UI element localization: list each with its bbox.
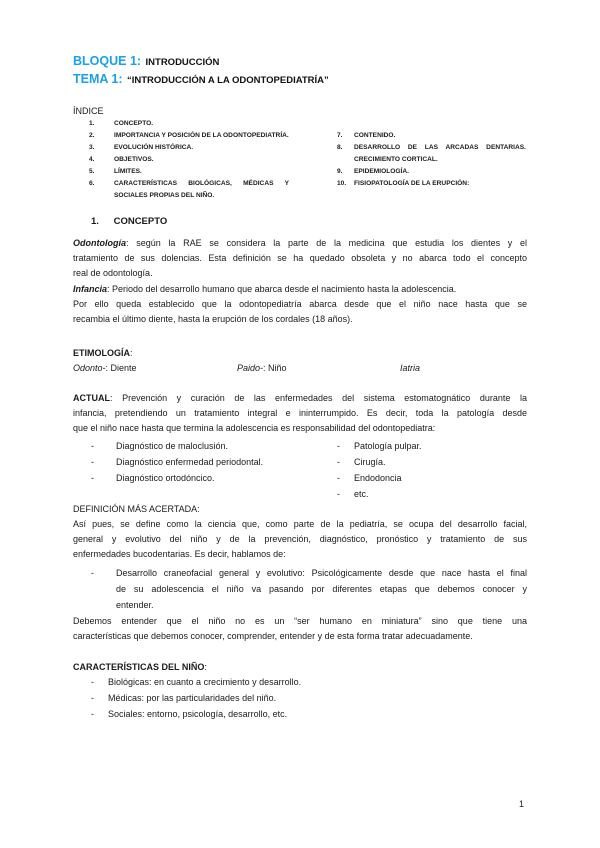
index-item: 5. LÍMITES. [89,168,142,175]
definicion-bullet: - Desarrollo craneofacial general y evolutivo: Psicológicamente desde que nace hasta el final de su adolescencia el niño va pasando por diferentes etapas que debemos conocer y entender. [91,568,527,610]
actual-list-right [337,439,527,503]
odontologia-term: Odontología [73,238,126,248]
actual-label: ACTUAL [73,393,110,403]
caracteristicas-title: CARACTERÍSTICAS DEL NIÑO [73,662,205,672]
odontologia-paragraph: Odontología: según la RAE se considera la parte de la medicina que estudia los dientes y el tratamiento de sus dolencias. Esta definición se ha quedado obsoleta y no abarca todo el concepto real de odontología. [73,238,527,278]
list-item: - Cirugía. [337,457,386,467]
concepto-heading-num: 1. [91,216,99,227]
index-title: ÍNDICE [73,106,104,116]
index-item: 9. EPIDEMIOLOGÍA. [337,168,409,175]
definicion-title: DEFINICIÓN MÁS ACERTADA: [73,504,200,514]
tema-label: TEMA 1: [73,72,123,86]
index-item: 2. IMPORTANCIA Y POSICIÓN DE LA ODONTOPEDIATRÍA. [89,132,289,139]
index-item: 6. CARACTERÍSTICAS BIOLÓGICAS, MÉDICAS Y SOCIALES PROPIAS DEL NIÑO. [89,180,289,199]
index-left-column [89,118,289,208]
list-item: - etc. [337,489,369,499]
index-item: 8. DESARROLLO DE LAS ARCADAS DENTARIAS. CRECIMIENTO CORTICAL. [337,144,526,163]
list-item: - Patología pulpar. [337,441,422,451]
list-item: - Diagnóstico de maloclusión. [91,441,229,451]
index-item: 7. CONTENIDO. [337,132,396,139]
etimologia-item: Odonto-: Diente [73,363,137,373]
tema-title: “INTRODUCCIÓN A LA ODONTOPEDIATRÍA” [127,75,329,86]
list-item: - Sociales: entorno, psicología, desarrollo, etc. [91,709,288,719]
bloque-title: INTRODUCCIÓN [145,57,220,68]
list-item: - Biológicas: en cuanto a crecimiento y desarrollo. [91,677,302,687]
index-item: 1. CONCEPTO. [89,120,154,127]
bloque-label: BLOQUE 1: [73,54,142,68]
tema-heading [73,70,329,88]
list-item: - Endodoncia [337,473,402,483]
concepto-heading [91,216,167,227]
infancia-paragraph: Infancia: Periodo del desarrollo humano que abarca desde el nacimiento hasta la adolescencia. [73,284,457,294]
index-item: 3. EVOLUCIÓN HISTÓRICA. [89,144,194,151]
bloque-heading [73,52,219,70]
caracteristicas-heading: CARACTERÍSTICAS DEL NIÑO: [73,662,207,672]
etimologia-title: ETIMOLOGÍA [73,348,130,358]
etimologia-heading: ETIMOLOGÍA: [73,348,133,358]
page-number: 1 [519,799,525,809]
etimologia-item: Iatria [400,363,421,373]
actual-paragraph: ACTUAL: Prevención y curación de las enfermedades del sistema estomatognático durante la infancia, pretendiendo un tratamiento integral e ininterrumpido. Es decir, toda la patología desde que el niño nace hasta que termina la adolescencia es responsabilidad del odontopediatra: [73,393,527,433]
list-item: - Diagnóstico enfermedad periodontal. [91,457,264,467]
index-right-column [337,130,537,210]
caracteristicas-list [91,675,391,723]
index-item: 4. OBJETIVOS. [89,156,154,163]
infancia-term: Infancia [73,284,108,294]
actual-list-left [91,439,311,487]
debemos-paragraph: Debemos entender que el niño no es un “ser humano en miniatura” sino que tiene una características que debemos conocer, comprender, entender y de esta forma tratar adecuadamente. [73,616,527,641]
list-item: - Diagnóstico ortodóncico. [91,473,215,483]
concepto-heading-text: CONCEPTO [113,216,168,227]
list-item: - Médicas: por las particularidades del niño. [91,693,277,703]
por-ello-paragraph: Por ello queda establecido que la odontopediatría abarca desde que el niño nace hasta que se recambia el último diente, hasta la erupción de los cordales (18 años). [73,299,527,324]
index-item: 10. FISIOPATOLOGÍA DE LA ERUPCIÓN: [337,180,470,187]
etimologia-item: Paido-: Niño [237,363,287,373]
definicion-paragraph: Así pues, se define como la ciencia que, como parte de la pediatría, se ocupa del desarrollo facial, general y evolutivo del niño y de la prevención, diagnóstico, pronóstico y tratamiento de sus enfermedades bucodentarias. Es decir, hablamos de: [73,519,527,559]
